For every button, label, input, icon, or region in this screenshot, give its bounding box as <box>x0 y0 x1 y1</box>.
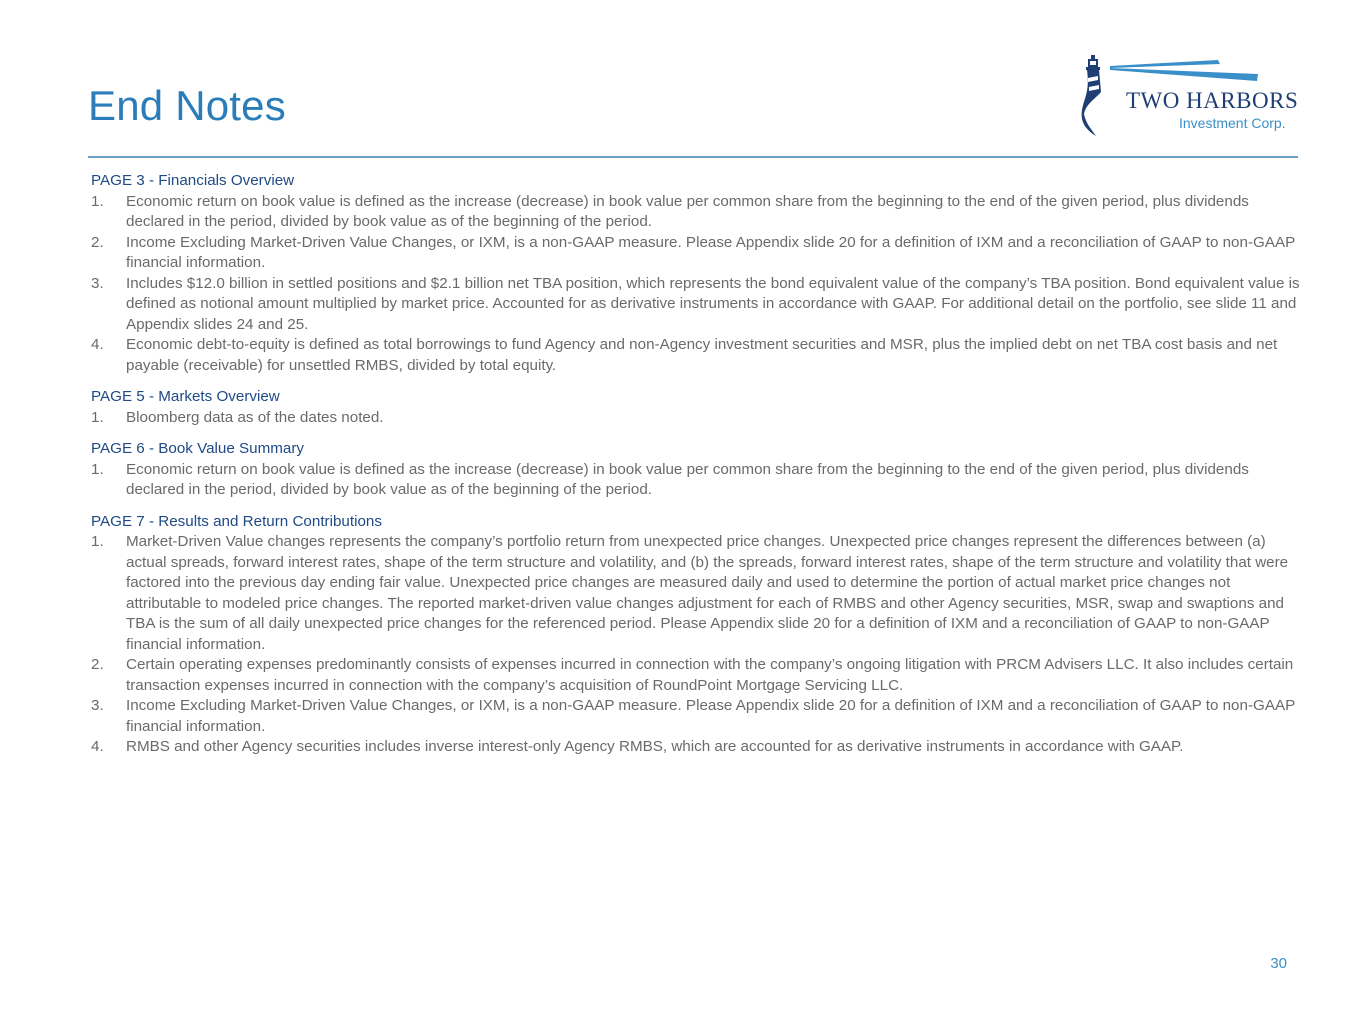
section-title: PAGE 5 - Markets Overview <box>91 388 280 405</box>
logo-wordmark: TWO HARBORS <box>1126 88 1299 113</box>
list-item <box>91 408 1303 429</box>
note-number: 4. <box>91 738 104 755</box>
note-text: Income Excluding Market-Driven Value Changes, or IXM, is a non-GAAP measure. Please Appendix slide 20 for a definition of IXM and a reconciliation of GAAP to non-GAAP financial information. <box>126 233 1295 271</box>
note-text: Includes $12.0 billion in settled positions and $2.1 billion net TBA position, which represents the bond equivalent value of the company’s TBA position. Bond equivalent value is defined as notional amount multiplied by market price. Accounted for as derivative instruments in accordance with GAAP. For additional detail on the portfolio, see slide 11 and Appendix slides 24 and 25. <box>126 274 1300 333</box>
note-text: Bloomberg data as of the dates noted. <box>126 408 384 426</box>
list-item <box>91 335 1303 376</box>
note-text: Economic debt-to-equity is defined as total borrowings to fund Agency and non-Agency investment securities and MSR, plus the implied debt on net TBA cost basis and net payable (receivable) for unsettled RMBS, divided by total equity. <box>126 336 1278 374</box>
list-item <box>91 192 1303 233</box>
section-title: PAGE 3 - Financials Overview <box>91 172 295 189</box>
section-title: PAGE 7 - Results and Return Contributions <box>91 512 382 530</box>
page-title: End Notes <box>88 82 286 129</box>
list-item <box>91 655 1303 696</box>
logo-subtitle: Investment Corp. <box>1179 115 1286 131</box>
list-item <box>91 696 1303 737</box>
note-text: Market-Driven Value changes represents the company’s portfolio return from unexpected price changes. Unexpected price changes represent the differences between (a) actual spreads, forward interest rates, shape of the term structure and volatility, and (b) the spreads, forward interest rates, shape of the term structure and volatility that were factored into the previous day ending fair value. Unexpected price changes are measured daily and used to determine the portion of actual market price changes not attributable to modeled price changes. The reported market-driven value changes adjustment for each of RMBS and other Agency securities, MSR, swap and swaptions and TBA is the sum of all daily unexpected price changes for the referenced period. Please Appendix slide 20 for a definition of IXM and a reconciliation of GAAP to non-GAAP financial information. <box>126 533 1289 653</box>
note-text: Income Excluding Market-Driven Value Changes, or IXM, is a non-GAAP measure. Please Appendix slide 20 for a definition of IXM and a reconciliation of GAAP to non-GAAP financial information. <box>126 697 1295 735</box>
note-number: 2. <box>91 233 104 251</box>
note-number: 1. <box>91 192 104 210</box>
list-item <box>91 460 1303 501</box>
section-page-7 <box>91 512 1303 758</box>
note-number: 1. <box>91 460 104 478</box>
note-number: 2. <box>91 656 104 673</box>
end-notes-list <box>91 171 1303 769</box>
section-page-5 <box>91 387 1303 428</box>
note-number: 4. <box>91 336 104 353</box>
section-page-6 <box>91 439 1303 501</box>
note-text: Economic return on book value is defined as the increase (decrease) in book value per common share from the beginning to the end of the given period, plus dividends declared in the period, divided by book value as of the beginning of the period. <box>126 192 1249 230</box>
note-number: 1. <box>91 408 104 426</box>
section-page-3 <box>91 171 1303 376</box>
note-number: 1. <box>91 533 104 550</box>
list-item <box>91 233 1303 274</box>
note-number: 3. <box>91 274 104 292</box>
note-number: 3. <box>91 697 104 714</box>
note-text: Certain operating expenses predominantly consists of expenses incurred in connection with the company’s ongoing litigation with PRCM Advisers LLC. It also includes certain transaction expenses incurred in connection with the company’s acquisition of RoundPoint Mortgage Servicing LLC. <box>126 656 1294 694</box>
list-item <box>91 274 1303 336</box>
header-divider <box>88 156 1298 158</box>
section-title: PAGE 6 - Book Value Summary <box>91 440 304 457</box>
note-text: RMBS and other Agency securities includes inverse interest-only Agency RMBS, which are accounted for as derivative instruments in accordance with GAAP. <box>126 738 1184 755</box>
note-text: Economic return on book value is defined as the increase (decrease) in book value per common share from the beginning to the end of the given period, plus dividends declared in the period, divided by book value as of the beginning of the period. <box>126 460 1249 498</box>
list-item <box>91 737 1303 758</box>
page-number: 30 <box>1270 955 1287 972</box>
list-item <box>91 532 1303 655</box>
